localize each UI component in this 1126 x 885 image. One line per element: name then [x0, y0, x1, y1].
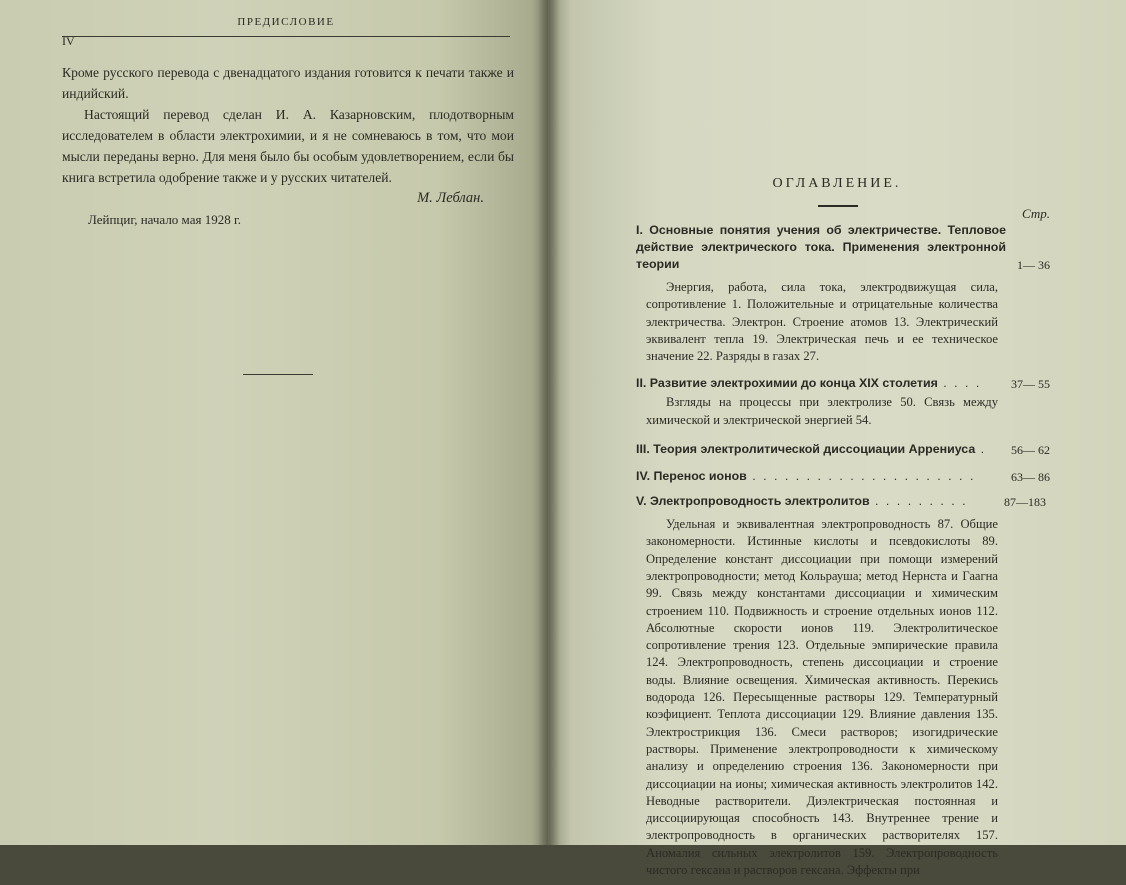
- toc-entry-pages: 56— 62: [1011, 443, 1050, 458]
- toc-entry-heading: I. Основные понятия учения об электричестве. Тепловое действие электрического тока. Применения электронной теории: [636, 223, 1006, 271]
- title-rule: [818, 205, 858, 207]
- toc-title: ОГЛАВЛЕНИЕ.: [772, 176, 902, 191]
- toc-entry[interactable]: [636, 441, 1060, 458]
- toc-entry-pages: 63— 86: [1011, 470, 1050, 485]
- toc-entry-heading: III. Теория электролитической диссоциации Аррениуса .: [636, 442, 987, 457]
- toc-entry[interactable]: [636, 375, 1060, 429]
- section-divider: [243, 374, 313, 375]
- running-head-title: ПРЕДИСЛОВИЕ: [237, 16, 335, 28]
- toc-entry-pages: 87—183: [1004, 495, 1046, 510]
- toc-entry[interactable]: [636, 468, 1060, 485]
- toc-entry-pages: 1— 36: [1017, 258, 1050, 272]
- preface-paragraph-2: Настоящий перевод сделан И. А. Казарновским, плодотворным исследователем в области электрохимии, и я не сомневаюсь в том, что мои мысли переданы верно. Для меня было бы особым удовлетворением, если бы книга встретила одобрение также и у русских читателей.: [62, 107, 514, 185]
- toc-entry-pages: 37— 55: [1011, 377, 1050, 392]
- toc-entry-description: Энергия, работа, сила тока, электродвижущая сила, сопротивление 1. Положительные и отрицательные количества электричества. Электрон. Строение атомов 13. Электрический эквивалент тепла 19. Электрическая печь и ее техническое значение 22. Разряды в газах 27.: [646, 280, 998, 364]
- preface-body: [62, 62, 514, 230]
- running-head: [62, 14, 510, 48]
- toc-entry[interactable]: [636, 222, 1060, 365]
- toc-entry-description: Взгляды на процессы при электролизе 50. Связь между химической и электрической энергией 54.: [646, 395, 998, 427]
- pages-column-label: Стр.: [1022, 206, 1050, 221]
- toc-entry-heading: IV. Перенос ионов . . . . . . . . . . . . . . . . . . . . .: [636, 469, 976, 484]
- dateline: Лейпциг, начало мая 1928 г.: [88, 212, 242, 227]
- toc-entry[interactable]: [636, 493, 1060, 879]
- toc-entry-heading: V. Электропроводность электролитов . . . . . . . . .: [636, 494, 968, 509]
- author-signature: М. Леблан.: [417, 190, 484, 206]
- toc-entry-heading: II. Развитие электрохимии до конца XIX столетия . . . .: [636, 376, 982, 391]
- page-number: IV: [62, 34, 75, 48]
- table-of-contents: [636, 222, 1060, 885]
- toc-entry-description: Удельная и эквивалентная электропроводность 87. Общие закономерности. Истинные кислоты и псевдокислоты 89. Определение констант диссоциации при помощи измерений электропроводности; метод Кольрауша; метод Нернста и Гаагна 99. Связь между константами диссоциации и химическим строением 110. Подвижность и строение отдельных ионов 112. Абсолютные скорости ионов 119. Электролитическое сопротивление трения 123. Отдельные эмпирические правила 124. Электропроводность, степень диссоциации и строение воды. Влияние освещения. Химическая активность. Перекись водорода 126. Пересыщенные растворы 129. Температурный коэфициент. Теплота диссоциации 129. Влияние давления 135. Электрострикция 136. Смеси растворов; изогидрические растворы. Применение электропроводности к химическому анализу и определению строения 136. Закономерности при диссоциации на ионы; химическая активность электролитов 142. Неводные растворители. Диэлектрическая постоянная и диссоциирующая способность 143. Внутреннее трение и электропроводность в органических растворителях 157. Аномалия сильных электролитов 159. Электропроводность чистого гексана и растворов гексана. Эффекты при: [646, 517, 998, 878]
- preface-paragraph-1: Кроме русского перевода с двенадцатого издания готовится к печати также и индийский.: [62, 65, 514, 101]
- book-gutter: [538, 0, 560, 845]
